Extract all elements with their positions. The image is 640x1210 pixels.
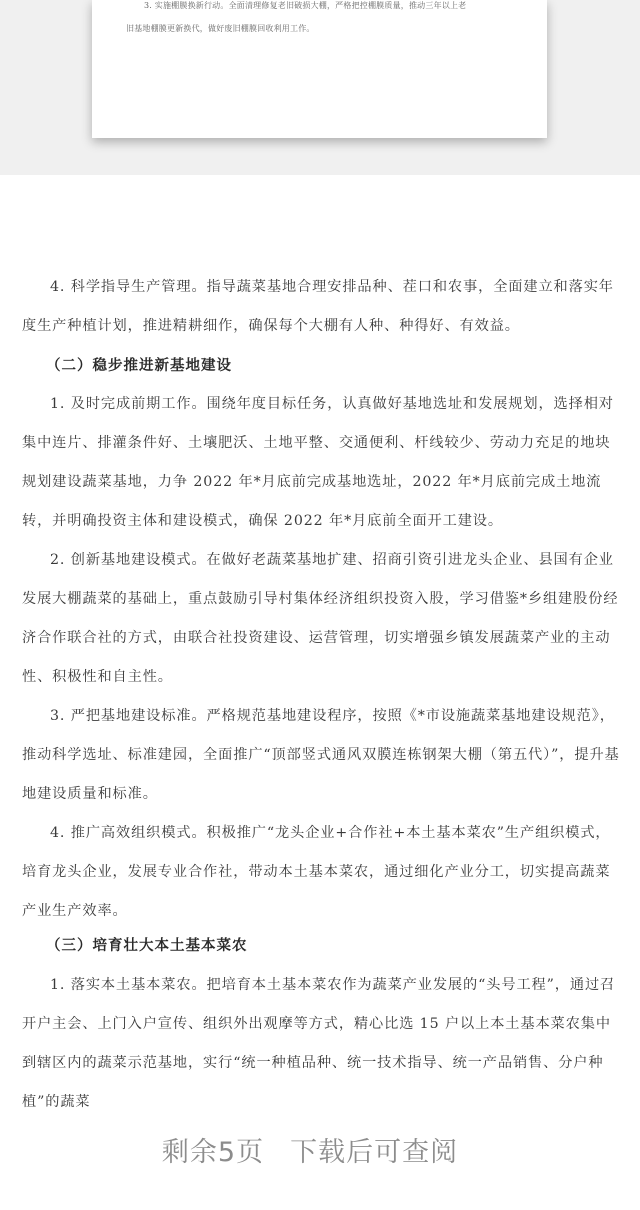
paragraph-organization-mode: 4. 推广高效组织模式。积极推广“龙头企业+合作社+本土基本菜农”生产组织模式，培育龙头企业，发展专业合作社，带动本土基本菜农，通过细化产业分工，切实提高蔬菜产业生产效率。 <box>22 825 611 919</box>
paragraph-production-management: 4. 科学指导生产管理。指导蔬菜基地合理安排品种、茬口和农事，全面建立和落实年度生产种植计划，推进精耕细作，确保每个大棚有人种、种得好、有效益。 <box>22 279 614 334</box>
preview-text-line: 3. 实施棚膜换新行动。全面清理修复老旧破损大棚，严格把控棚膜质量，推动三年以上老 <box>144 1 467 10</box>
paragraph-preliminary-work: 1. 及时完成前期工作。围绕年度目标任务，认真做好基地选址和发展规划，选择相对集中连片、排灌条件好、土壤肥沃、土地平整、交通便利、杆线较少、劳动力充足的地块规划建设蔬菜基地，力争 2022 年*月底前完成基地选址，2022 年*月底前完成土地流转，并明确投资主体和建设模式，确保 2022 年*月底前全面开工建设。 <box>22 396 614 529</box>
remaining-pages-label: 剩余5页 <box>161 1137 265 1168</box>
paragraph-local-farmers: 1. 落实本土基本菜农。把培育本土基本菜农作为蔬菜产业发展的“头号工程”，通过召开户主会、上门入户宣传、组织外出观摩等方式，精心比选 15 户以上本土基本菜农集中到辖区内的蔬菜示范基地，实行“统一种植品种、统一技术指导、统一产品销售、分户种植”的蔬菜 <box>22 977 616 1110</box>
previous-page-band <box>0 0 640 175</box>
paragraph-construction-standard: 3. 严把基地建设标准。严格规范基地建设程序，按照《*市设施蔬菜基地建设规范》，推动科学选址、标准建园，全面推广“顶部竖式通风双膜连栋钢架大棚（第五代）”，提升基地建设质量和标准。 <box>22 708 620 802</box>
previous-page-preview <box>92 0 547 138</box>
download-prompt-button[interactable] <box>0 1130 620 1169</box>
paragraph-construction-mode: 2. 创新基地建设模式。在做好老蔬菜基地扩建、招商引资引进龙头企业、县国有企业发展大棚蔬菜的基础上，重点鼓励引导村集体经济组织投资入股，学习借鉴*乡组建股份经济合作联合社的方式，由联合社投资建设、运营管理，切实增强乡镇发展蔬菜产业的主动性、积极性和自主性。 <box>22 552 619 685</box>
section-heading-new-base: （二）稳步推进新基地建设 <box>46 357 232 374</box>
download-to-view-label: 下载后可查阅 <box>290 1137 459 1168</box>
section-heading-local-farmers: （三）培育壮大本土基本菜农 <box>46 937 248 954</box>
download-prompt-bar <box>0 1110 640 1210</box>
preview-text-line: 旧基地棚膜更新换代，做好废旧棚膜回收利用工作。 <box>126 24 315 33</box>
